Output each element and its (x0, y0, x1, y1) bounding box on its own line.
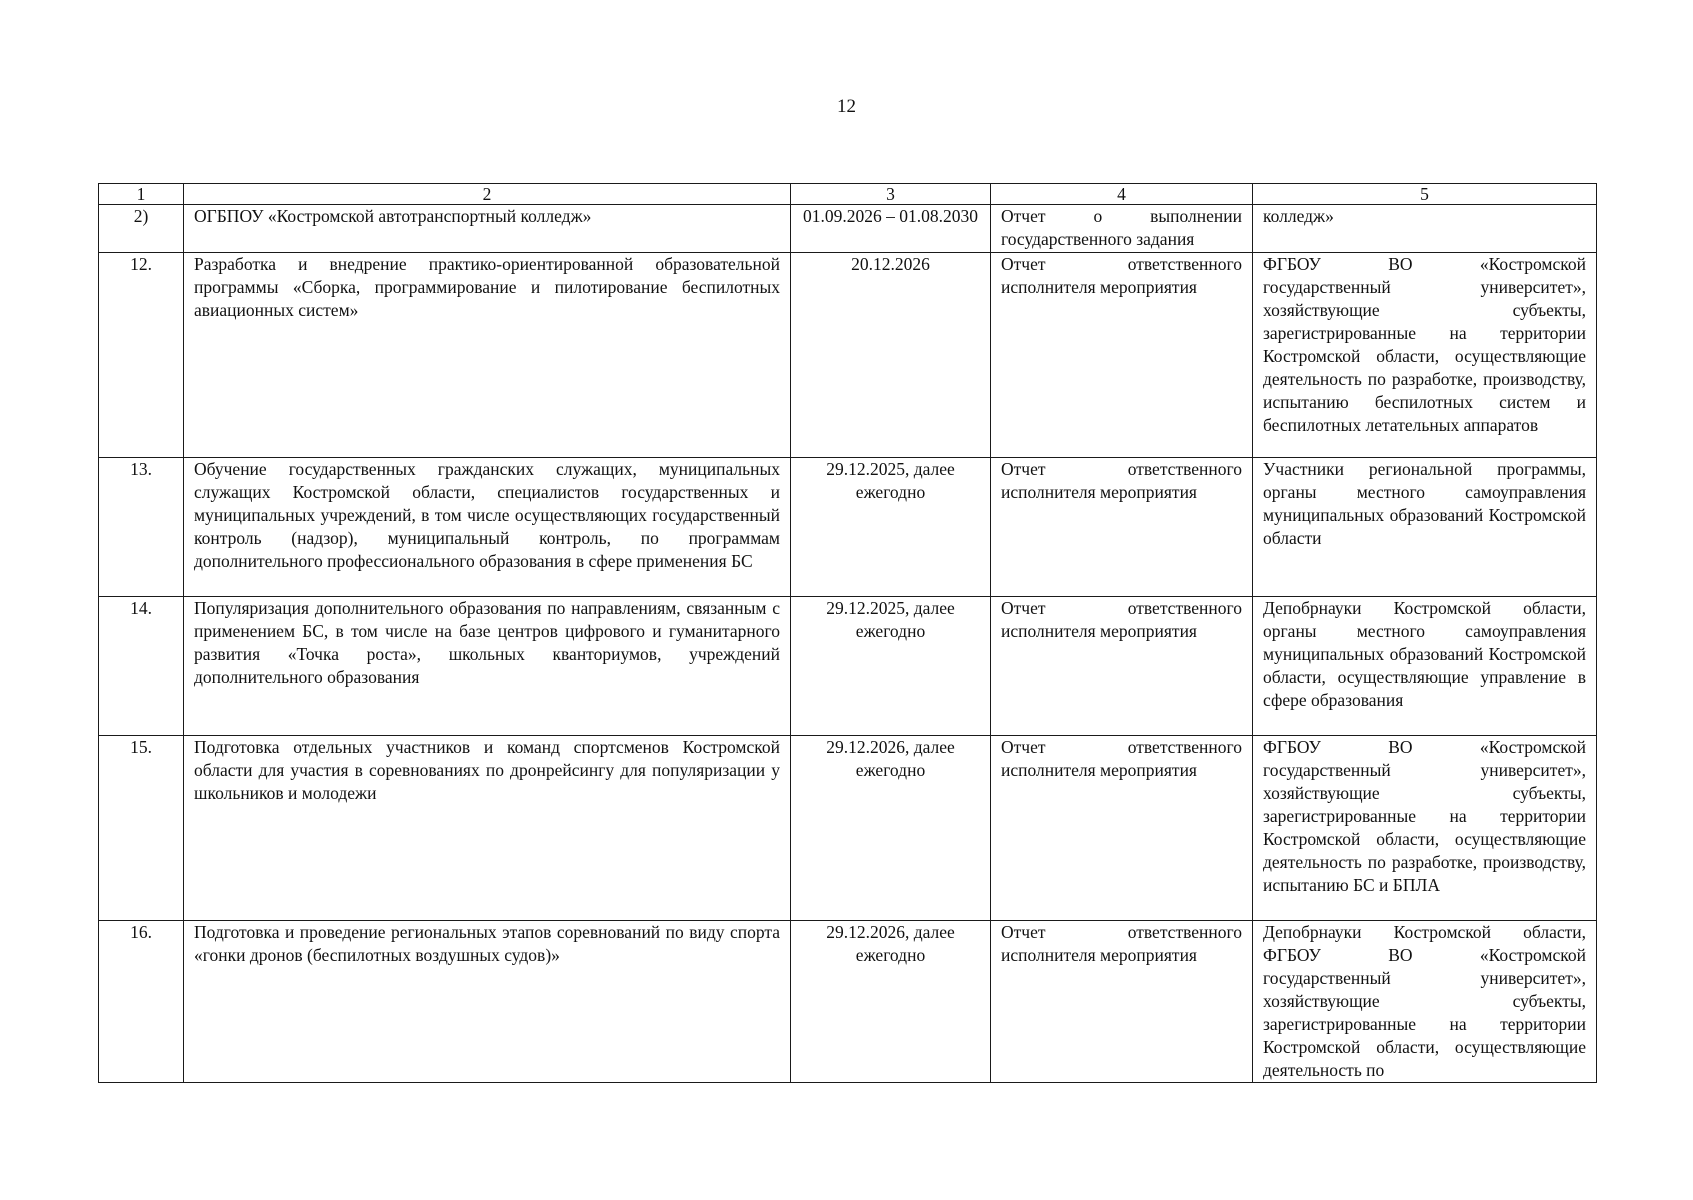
column-number-5: 5 (1253, 184, 1597, 205)
row-number: 15. (99, 736, 184, 921)
deadline: 01.09.2026 – 01.08.2030 (791, 205, 991, 253)
report-type: Отчет ответственного исполнителя мероприятия (991, 253, 1253, 458)
activity-text: Популяризация дополнительного образования по направлениям, связанным с применением БС, в том числе на базе центров цифрового и гуманитарного развития «Точка роста», школьных кванториумов, учреждений дополнительного образования (184, 597, 791, 736)
row-number: 14. (99, 597, 184, 736)
deadline: 29.12.2025, далее ежегодно (791, 458, 991, 597)
table-row (99, 736, 1597, 921)
table-header-row (99, 184, 1597, 205)
responsible: Депобрнауки Костромской области, органы местного самоуправления муниципальных образований Костромской области, осуществляющие управление в сфере образования (1253, 597, 1597, 736)
activity-text: Подготовка и проведение региональных этапов соревнований по виду спорта «гонки дронов (беспилотных воздушных судов)» (184, 921, 791, 1083)
column-number-2: 2 (184, 184, 791, 205)
table-row (99, 597, 1597, 736)
table-row (99, 458, 1597, 597)
deadline: 29.12.2026, далее ежегодно (791, 736, 991, 921)
report-type: Отчет ответственного исполнителя мероприятия (991, 458, 1253, 597)
report-type: Отчет ответственного исполнителя мероприятия (991, 597, 1253, 736)
deadline: 20.12.2026 (791, 253, 991, 458)
deadline: 29.12.2025, далее ежегодно (791, 597, 991, 736)
column-number-3: 3 (791, 184, 991, 205)
table-row (99, 205, 1597, 253)
report-type: Отчет ответственного исполнителя мероприятия (991, 921, 1253, 1083)
table-row (99, 921, 1597, 1083)
column-number-1: 1 (99, 184, 184, 205)
row-number: 12. (99, 253, 184, 458)
plan-table (98, 183, 1597, 1083)
responsible: ФГБОУ ВО «Костромской государственный университет», хозяйствующие субъекты, зарегистрированные на территории Костромской области, осуществляющие деятельность по разработке, производству, испытанию БС и БПЛА (1253, 736, 1597, 921)
report-type: Отчет ответственного исполнителя мероприятия (991, 736, 1253, 921)
column-number-4: 4 (991, 184, 1253, 205)
activity-text: Разработка и внедрение практико-ориентированной образовательной программы «Сборка, программирование и пилотирование беспилотных авиационных систем» (184, 253, 791, 458)
report-type: Отчет о выполнении государственного задания (991, 205, 1253, 253)
activity-text: ОГБПОУ «Костромской автотранспортный колледж» (184, 205, 791, 253)
table-row (99, 253, 1597, 458)
row-number: 16. (99, 921, 184, 1083)
responsible: Депобрнауки Костромской области, ФГБОУ ВО «Костромской государственный университет», хозяйствующие субъекты, зарегистрированные на территории Костромской области, осуществляющие деятельность по (1253, 921, 1597, 1083)
deadline: 29.12.2026, далее ежегодно (791, 921, 991, 1083)
row-number: 2) (99, 205, 184, 253)
responsible: ФГБОУ ВО «Костромской государственный университет», хозяйствующие субъекты, зарегистрированные на территории Костромской области, осуществляющие деятельность по разработке, производству, испытанию беспилотных систем и беспилотных летательных аппаратов (1253, 253, 1597, 458)
responsible: колледж» (1253, 205, 1597, 253)
row-number: 13. (99, 458, 184, 597)
activity-text: Обучение государственных гражданских служащих, муниципальных служащих Костромской области, специалистов государственных и муниципальных учреждений, в том числе осуществляющих государственный контроль (надзор), муниципальный контроль, по программам дополнительного профессионального образования в сфере применения БС (184, 458, 791, 597)
page-number: 12 (837, 96, 856, 117)
activity-text: Подготовка отдельных участников и команд спортсменов Костромской области для участия в соревнованиях по дронрейсингу для популяризации у школьников и молодежи (184, 736, 791, 921)
responsible: Участники региональной программы, органы местного самоуправления муниципальных образований Костромской области (1253, 458, 1597, 597)
